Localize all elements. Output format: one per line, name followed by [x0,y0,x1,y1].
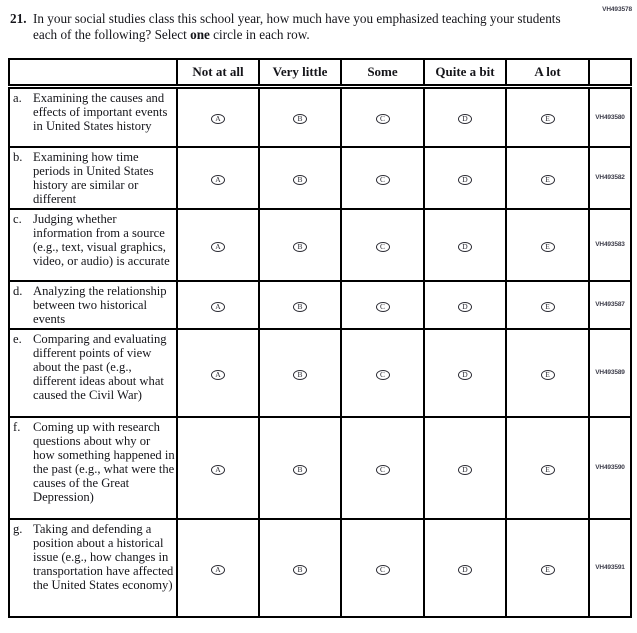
answer-cell [506,209,589,281]
answer-bubble-a[interactable]: A [211,302,225,312]
answer-cell [506,147,589,209]
answer-bubble-e[interactable]: E [541,370,555,380]
answer-cell [259,87,341,147]
answer-bubble-a[interactable]: A [211,175,225,185]
answer-cell [177,209,259,281]
answer-bubble-a[interactable]: A [211,114,225,124]
answer-cell [341,281,424,329]
answer-cell [259,281,341,329]
row-stem [9,329,177,417]
answer-bubble-c[interactable]: C [376,175,390,185]
answer-bubble-e[interactable]: E [541,302,555,312]
answer-bubble-c[interactable]: C [376,242,390,252]
row-text: Analyzing the relationship between two historical events [33,283,167,326]
row-code: VH493580 [589,87,631,147]
row-letter: b. [13,149,23,164]
answer-bubble-d[interactable]: D [458,465,472,475]
answer-cell [259,519,341,617]
answer-cell [259,417,341,519]
answer-bubble-e[interactable]: E [541,242,555,252]
table-row [9,209,631,281]
row-stem [9,87,177,147]
row-text: Comparing and evaluating different points of view about the past (e.g., different ideas about what caused the Civil War) [33,331,167,402]
answer-cell [341,87,424,147]
answer-cell [424,329,506,417]
table-row [9,329,631,417]
row-text: Coming up with research questions about why or how something happened in the past (e.g., what were the causes of the Great Depression) [33,419,175,504]
row-letter: c. [13,211,22,226]
form-code: VH493578 [602,6,632,13]
row-text: Examining how time periods in United States history are similar or different [33,149,154,206]
question [10,11,566,43]
answer-bubble-d[interactable]: D [458,114,472,124]
emphasis-table [8,58,632,618]
answer-cell [424,209,506,281]
answer-bubble-c[interactable]: C [376,565,390,575]
answer-bubble-d[interactable]: D [458,175,472,185]
answer-bubble-b[interactable]: B [293,302,307,312]
answer-bubble-c[interactable]: C [376,302,390,312]
answer-cell [177,87,259,147]
answer-cell [177,417,259,519]
answer-bubble-a[interactable]: A [211,242,225,252]
column-header: Some [341,59,424,87]
row-stem [9,147,177,209]
answer-bubble-c[interactable]: C [376,370,390,380]
answer-bubble-e[interactable]: E [541,175,555,185]
answer-cell [424,147,506,209]
answer-bubble-d[interactable]: D [458,302,472,312]
answer-bubble-b[interactable]: B [293,114,307,124]
answer-bubble-e[interactable]: E [541,465,555,475]
answer-cell [341,209,424,281]
answer-bubble-e[interactable]: E [541,565,555,575]
answer-cell [424,519,506,617]
answer-cell [424,281,506,329]
answer-cell [424,417,506,519]
answer-cell [506,417,589,519]
answer-cell [506,87,589,147]
table-row [9,281,631,329]
row-letter: d. [13,283,23,298]
question-text-start: In your social studies class this school year, how much have you emphasized teaching your students each of the following? Select [33,11,561,42]
answer-bubble-b[interactable]: B [293,565,307,575]
row-letter: g. [13,521,23,536]
answer-bubble-b[interactable]: B [293,175,307,185]
answer-bubble-c[interactable]: C [376,465,390,475]
answer-cell [341,147,424,209]
answer-cell [177,329,259,417]
row-stem [9,281,177,329]
answer-cell [177,519,259,617]
question-number: 21. [10,11,27,26]
row-code: VH493587 [589,281,631,329]
answer-cell [259,209,341,281]
answer-bubble-a[interactable]: A [211,370,225,380]
row-text: Judging whether information from a source (e.g., text, visual graphics, video, or audio) is accurate [33,211,170,268]
answer-bubble-b[interactable]: B [293,465,307,475]
row-text: Taking and defending a position about a historical issue (e.g., how changes in transportation have affected the United States economy) [33,521,174,592]
column-header: Not at all [177,59,259,87]
column-header: Quite a bit [424,59,506,87]
row-letter: e. [13,331,22,346]
answer-cell [506,329,589,417]
answer-bubble-d[interactable]: D [458,242,472,252]
answer-cell [259,147,341,209]
row-code: VH493591 [589,519,631,617]
row-code: VH493583 [589,209,631,281]
answer-bubble-c[interactable]: C [376,114,390,124]
header-stem-cell [9,59,177,87]
answer-cell [506,519,589,617]
answer-cell [341,519,424,617]
answer-bubble-e[interactable]: E [541,114,555,124]
header-row [9,59,631,87]
column-header: A lot [506,59,589,87]
answer-bubble-d[interactable]: D [458,565,472,575]
answer-cell [259,329,341,417]
row-stem [9,519,177,617]
row-stem [9,209,177,281]
row-text: Examining the causes and effects of important events in United States history [33,91,168,133]
table-row [9,147,631,209]
table-row [9,519,631,617]
row-code: VH493589 [589,329,631,417]
row-letter: a. [13,91,22,105]
table-row [9,87,631,147]
answer-bubble-a[interactable]: A [211,465,225,475]
answer-bubble-b[interactable]: B [293,242,307,252]
answer-cell [424,87,506,147]
answer-cell [177,147,259,209]
answer-bubble-b[interactable]: B [293,370,307,380]
table-body [9,87,631,617]
row-stem [9,417,177,519]
column-header: Very little [259,59,341,87]
question-text [33,11,561,42]
answer-cell [341,329,424,417]
row-letter: f. [13,419,21,434]
answer-cell [341,417,424,519]
row-code: VH493582 [589,147,631,209]
row-code: VH493590 [589,417,631,519]
answer-bubble-d[interactable]: D [458,370,472,380]
answer-cell [506,281,589,329]
header-code-cell [589,59,631,87]
table-row [9,417,631,519]
answer-bubble-a[interactable]: A [211,565,225,575]
answer-cell [177,281,259,329]
question-text-end: circle in each row. [209,27,310,42]
question-text-bold: one [190,27,210,42]
